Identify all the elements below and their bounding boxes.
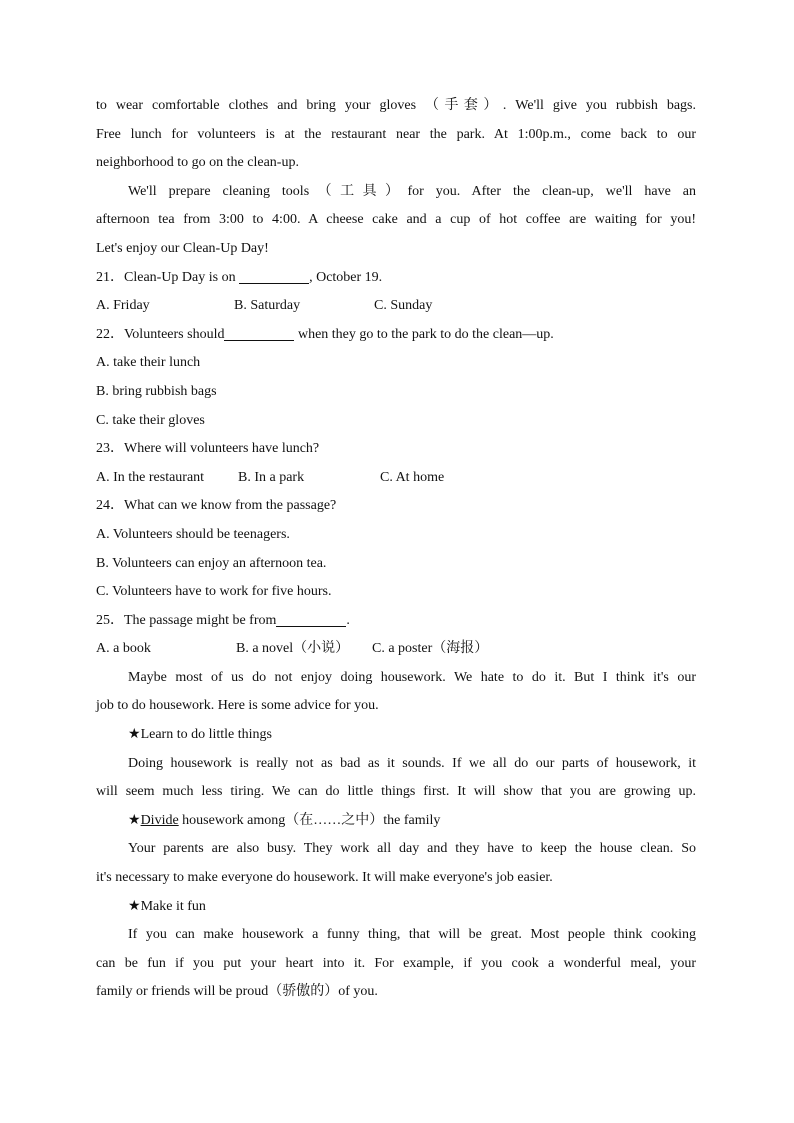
- question-22-option-c: C. take their gloves: [96, 412, 205, 428]
- question-24-option-a: A. Volunteers should be teenagers.: [96, 526, 290, 542]
- answer-blank: [239, 267, 309, 284]
- passage2-para1-line-2: will seem much less tiring. We can do little things first. It will show that you are growing up.: [96, 784, 696, 800]
- passage1-line-4: We'll prepare cleaning tools（工具）for you. After the clean-up, we'll have an: [128, 183, 696, 199]
- option-a: A. Friday: [96, 298, 150, 314]
- passage2-para3-line-2: can be fun if you put your heart into it. For example, if you cook a wonderful meal, your: [96, 955, 696, 971]
- option-b: B. a novel（小说）: [236, 641, 350, 657]
- passage1-line-6: Let's enjoy our Clean-Up Day!: [96, 240, 269, 256]
- question-25-stem: [96, 607, 696, 636]
- option-a: A. In the restaurant: [96, 469, 205, 485]
- option-a: A. a book: [96, 641, 151, 657]
- passage2-intro-line-1: Maybe most of us do not enjoy doing housework. We hate to do it. But I think it's our: [128, 669, 696, 685]
- passage2-para3-line-3: family or friends will be proud（骄傲的）of you.: [96, 984, 378, 1000]
- heading-text: Make it fun: [140, 898, 206, 914]
- heading-text: housework among（在……之中）the family: [178, 812, 441, 828]
- star-icon: ★: [128, 727, 141, 743]
- passage2-para3-line-1: If you can make housework a funny thing, that will be great. Most people think cooking: [128, 927, 696, 943]
- heading-text: Learn to do little things: [140, 727, 272, 743]
- question-stem-text: 25．The passage might be from: [96, 612, 277, 628]
- passage2-para2-line-1: Your parents are also busy. They work all day and they have to keep the house clean. So: [128, 841, 696, 857]
- option-b: B. In a park: [238, 469, 305, 485]
- question-stem-text: when they go to the park to do the clean—up.: [294, 326, 554, 342]
- section-heading-1: [96, 721, 696, 750]
- question-22-stem: [96, 321, 696, 350]
- option-c: C. a poster（海报）: [372, 641, 489, 657]
- document-page: [96, 92, 696, 1007]
- passage1-line-3: neighborhood to go on the clean-up.: [96, 155, 299, 171]
- question-stem-text: 21．Clean-Up Day is on: [96, 269, 240, 285]
- star-icon: ★: [128, 812, 141, 828]
- question-stem-text: .: [346, 612, 350, 628]
- section-heading-2: [96, 807, 696, 836]
- answer-blank: [276, 610, 346, 627]
- question-stem-text: , October 19.: [309, 269, 383, 285]
- option-b: B. Saturday: [234, 298, 301, 314]
- passage1-line-1: to wear comfortable clothes and bring your gloves （手套）. We'll give you rubbish bags.: [96, 98, 696, 113]
- question-24-option-c: C. Volunteers have to work for five hours.: [96, 584, 332, 600]
- passage2-intro-line-2: job to do housework. Here is some advice for you.: [96, 698, 379, 714]
- star-icon: ★: [128, 898, 141, 914]
- question-23-stem: 23．Where will volunteers have lunch?: [96, 441, 320, 457]
- passage2-para1-line-1: Doing housework is really not as bad as it sounds. If we all do our parts of housework, it: [128, 755, 696, 771]
- option-c: C. Sunday: [374, 298, 433, 314]
- underlined-word: Divide: [140, 812, 179, 828]
- question-21-options: [96, 292, 696, 321]
- answer-blank: [224, 324, 294, 341]
- question-25-options: [96, 635, 696, 664]
- question-24-stem: 24．What can we know from the passage?: [96, 498, 337, 514]
- question-21-stem: [96, 264, 696, 293]
- question-24-option-b: B. Volunteers can enjoy an afternoon tea.: [96, 555, 327, 571]
- question-22-option-a: A. take their lunch: [96, 355, 201, 371]
- option-c: C. At home: [380, 469, 445, 485]
- passage1-line-2: Free lunch for volunteers is at the restaurant near the park. At 1:00p.m., come back to our: [96, 126, 696, 142]
- section-heading-3: [96, 893, 696, 922]
- passage1-line-5: afternoon tea from 3:00 to 4:00. A cheese cake and a cup of hot coffee are waiting for you!: [96, 212, 696, 228]
- question-stem-text: 22．Volunteers should: [96, 326, 225, 342]
- question-22-option-b: B. bring rubbish bags: [96, 383, 217, 399]
- passage2-para2-line-2: it's necessary to make everyone do housework. It will make everyone's job easier.: [96, 870, 553, 886]
- question-23-options: [96, 464, 696, 493]
